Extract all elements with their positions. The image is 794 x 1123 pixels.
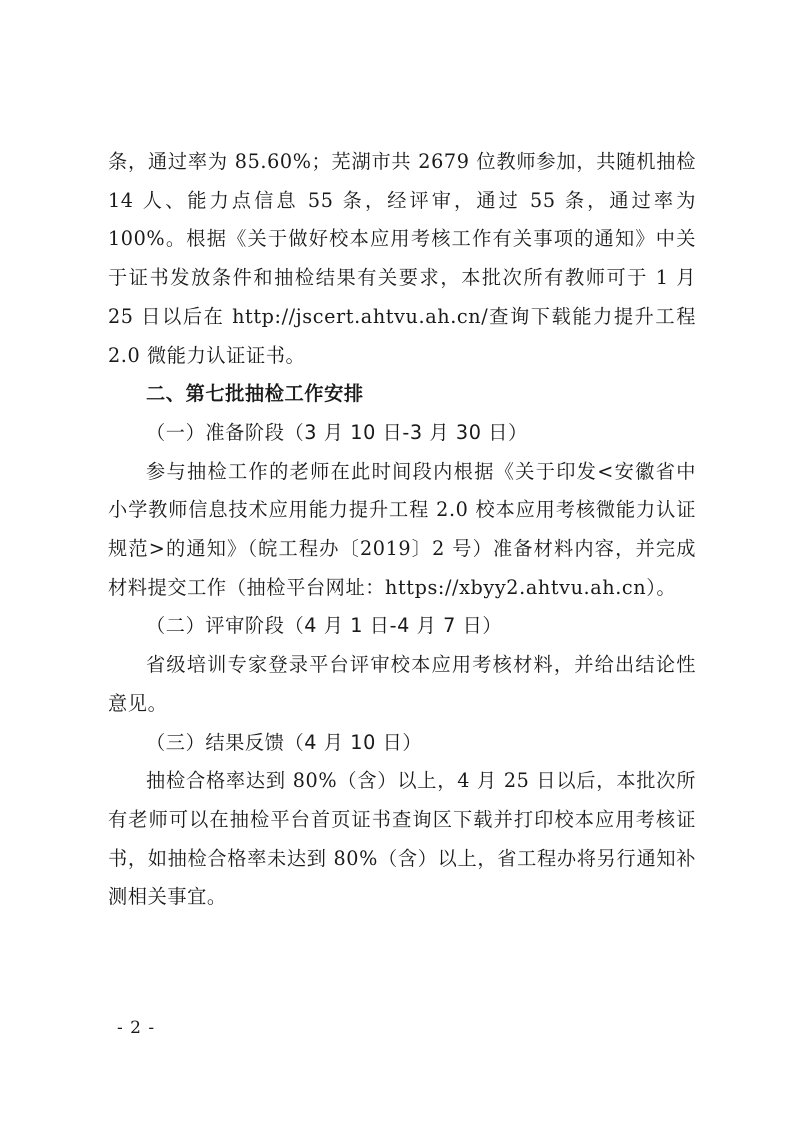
document-body	[108, 143, 696, 917]
paragraph-result-details: 抽检合格率达到 80%（含）以上，4 月 25 日以后，本批次所有老师可以在抽检平台首页证书查询区下载并打印校本应用考核证书，如抽检合格率未达到 80%（含）以上，省工程办将另行通知补测相关事宜。	[108, 769, 696, 909]
subheading-review-stage: （二）评审阶段（4 月 1 日-4 月 7 日）	[146, 614, 503, 638]
paragraph-pass-rate-results: 条，通过率为 85.60%；芜湖市共 2679 位教师参加，共随机抽检 14 人、能力点信息 55 条，经评审，通过 55 条，通过率为 100%。根据《关于做好校本应用考核工作有关事项的通知》中关于证书发放条件和抽检结果有关要求，本批次所有教师可于 1 月 25 日以后在 http://jscert.ahtvu.ah.cn/查询下载能力提升工程 2.0 微能力认证证书。	[108, 150, 696, 367]
page-number: - 2 -	[117, 1018, 156, 1038]
paragraph-preparation-details: 参与抽检工作的老师在此时间段内根据《关于印发<安徽省中小学教师信息技术应用能力提升工程 2.0 校本应用考核微能力认证规范>的通知》（皖工程办〔2019〕2 号）准备材料内容，并完成材料提交工作（抽检平台网址：https://xbyy2.ahtvu.ah.cn）。	[108, 459, 696, 599]
section-heading-seventh-batch: 二、第七批抽检工作安排	[146, 382, 364, 406]
subheading-result-feedback: （三）结果反馈（4 月 10 日）	[146, 730, 423, 754]
paragraph-review-details: 省级培训专家登录平台评审校本应用考核材料，并给出结论性意见。	[108, 653, 696, 715]
subheading-preparation-stage: （一）准备阶段（3 月 10 日-3 月 30 日）	[146, 420, 528, 444]
